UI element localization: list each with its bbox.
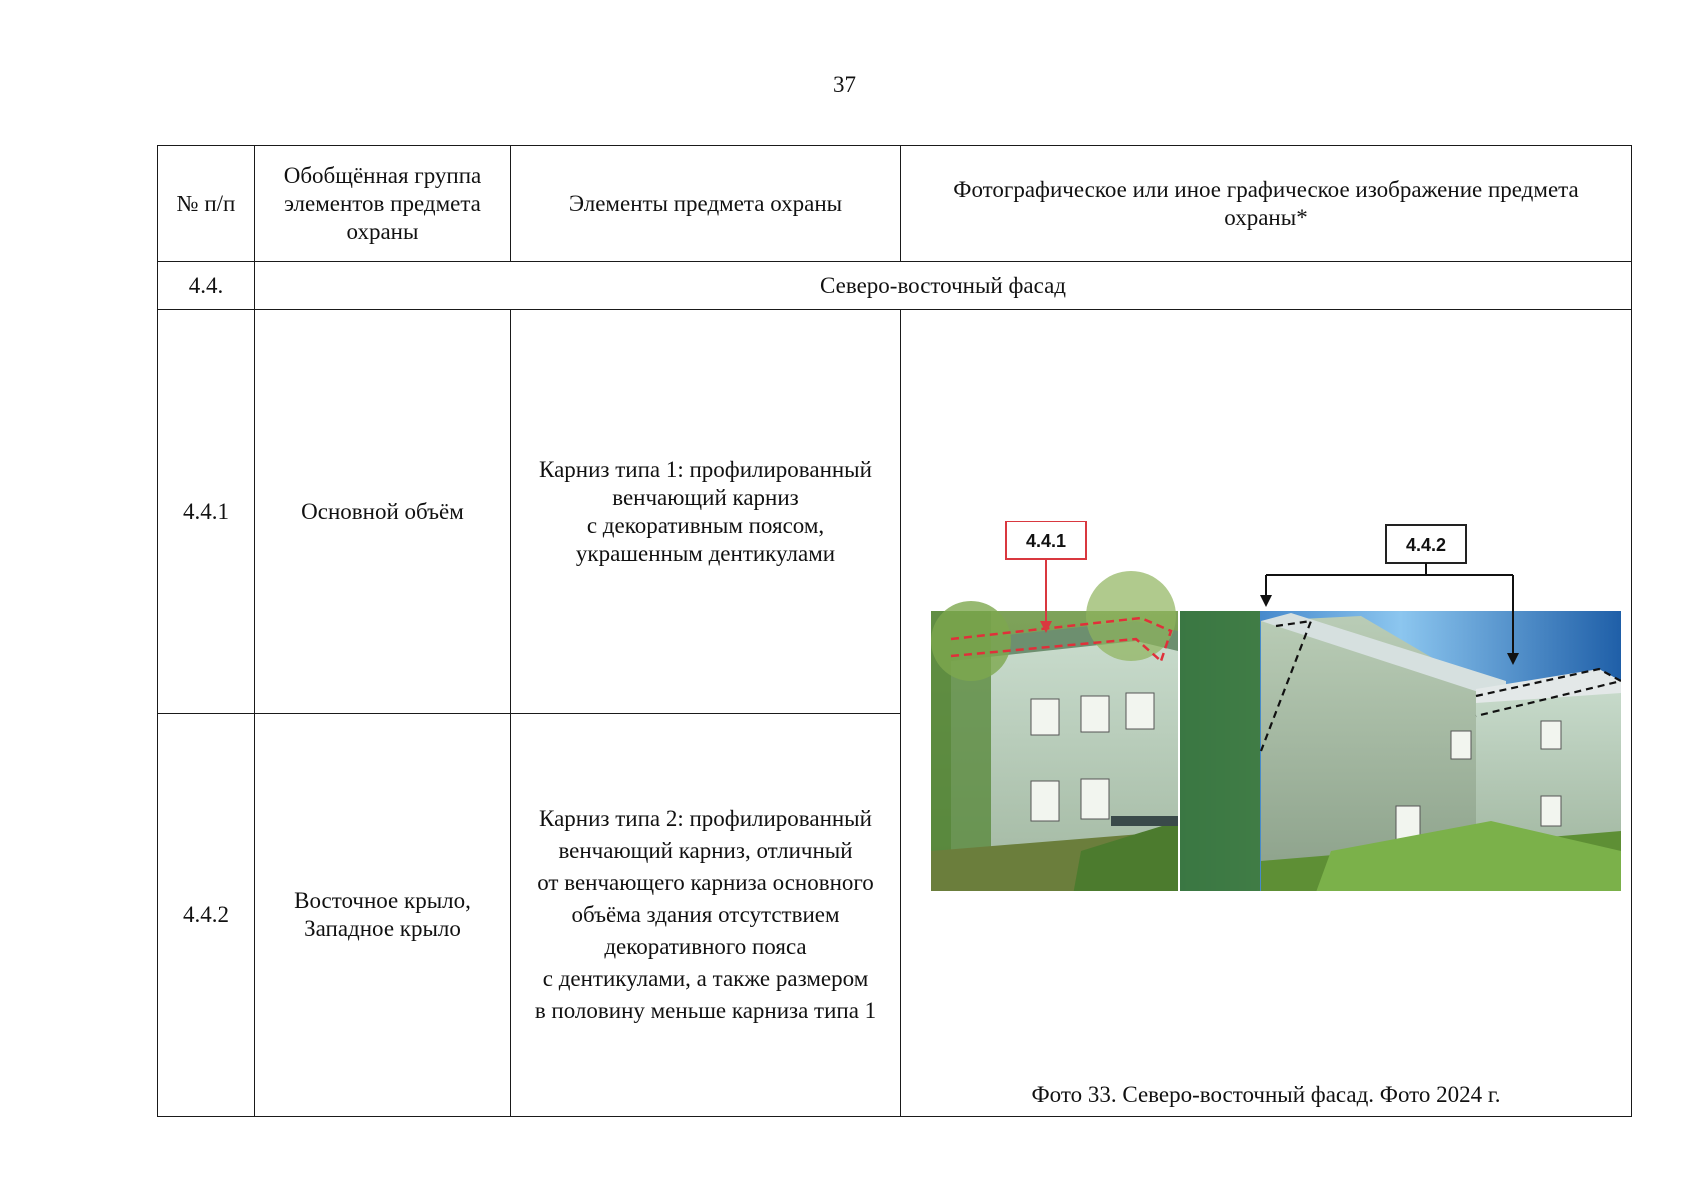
elements-line: Карниз типа 2: профилированный: [539, 806, 872, 831]
label-4-4-1-text: 4.4.1: [1025, 530, 1067, 551]
elements-line: объёма здания отсутствием: [571, 902, 840, 927]
row-group: Основной объём: [255, 310, 511, 714]
row-group: Восточное крыло, Западное крыло: [255, 714, 511, 1117]
elements-line: декоративного пояса: [604, 934, 807, 959]
protection-table: [157, 145, 1632, 1117]
table-row: [158, 310, 1632, 714]
page-number: 37: [833, 72, 856, 97]
elements-line: украшенным дентикулами: [575, 540, 836, 566]
table-header-row: [158, 146, 1632, 262]
row-elements: [511, 714, 901, 1117]
row-num: 4.4.2: [158, 714, 255, 1117]
elements-line: от венчающего карниза основного: [537, 870, 874, 895]
elements-line: Карниз типа 1: профилированный: [539, 456, 872, 482]
section-title: Северо-восточный фасад: [255, 262, 1632, 310]
photo-cell: [901, 310, 1632, 1117]
header-image: Фотографическое или иное графическое изображение предмета охраны*: [901, 146, 1632, 262]
elements-line: в половину меньше карниза типа 1: [534, 998, 877, 1023]
section-num: 4.4.: [158, 262, 255, 310]
row-num: 4.4.1: [158, 310, 255, 714]
elements-line: венчающий карниз: [612, 484, 799, 510]
photo-left: [931, 571, 1178, 891]
photo-right: [1180, 611, 1621, 891]
header-elements: Элементы предмета охраны: [511, 146, 901, 262]
elements-line: венчающий карниз, отличный: [558, 838, 853, 863]
facade-photo: [931, 521, 1621, 891]
elements-line: с декоративным поясом,: [586, 512, 825, 538]
header-num: № п/п: [158, 146, 255, 262]
header-group: Обобщённая группа элементов предмета охраны: [255, 146, 511, 262]
elements-line: с дентикулами, а также размером: [542, 966, 869, 991]
label-4-4-2-text: 4.4.2: [1405, 534, 1447, 555]
section-row: [158, 262, 1632, 310]
photo-caption: Фото 33. Северо-восточный фасад. Фото 2024 г.: [1031, 1081, 1501, 1107]
row-elements: [511, 310, 901, 714]
